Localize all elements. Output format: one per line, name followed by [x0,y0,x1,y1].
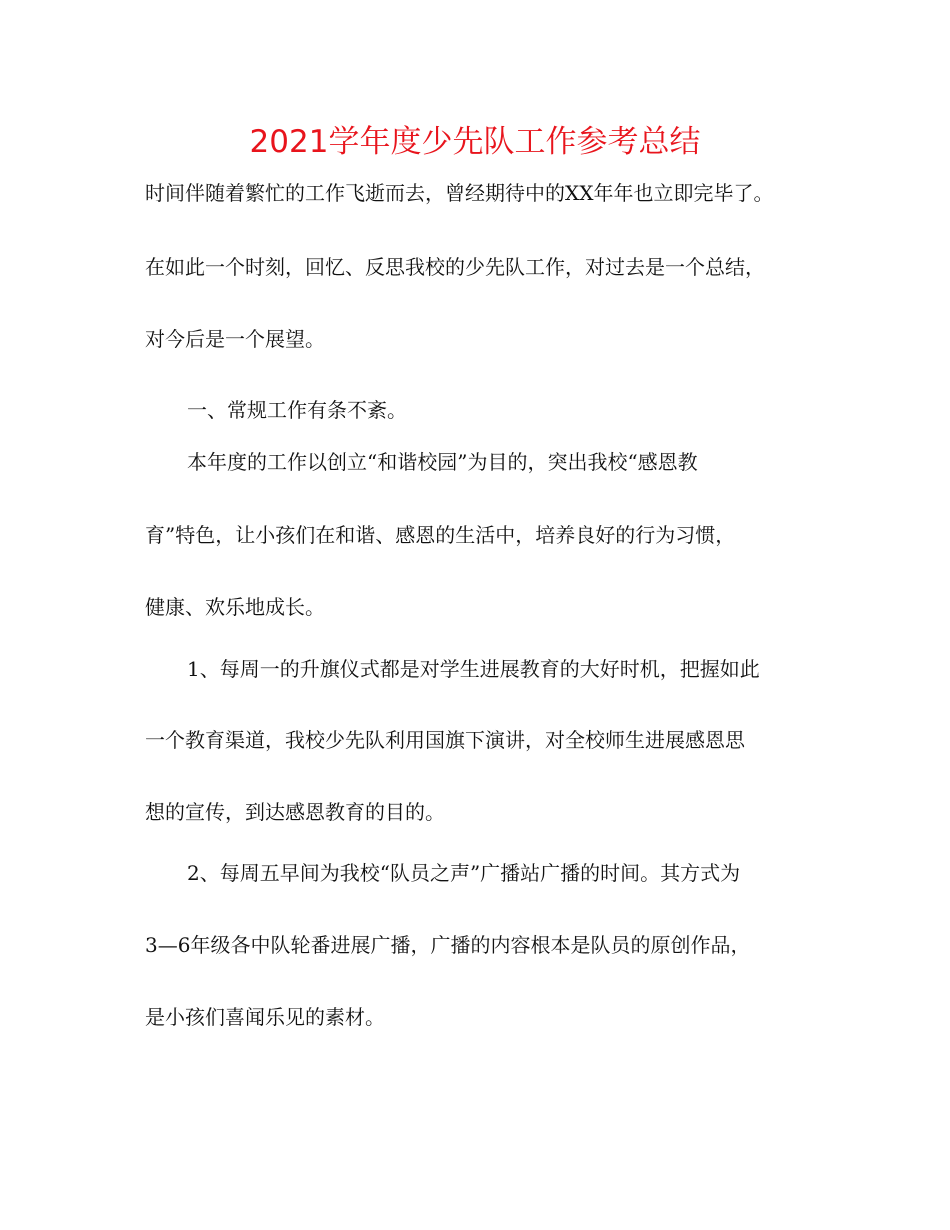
paragraph-line: 本年度的工作以创立“和谐校园”为目的，突出我校“感恩教 [187,450,698,474]
section-heading: 一、常规工作有条不紊。 [187,398,407,422]
paragraph-line: 一个教育渠道，我校少先队利用国旗下演讲，对全校师生进展感恩思 [145,728,745,752]
paragraph-line: 育”特色，让小孩们在和谐、感恩的生活中，培养良好的行为习惯， [145,523,736,547]
paragraph-line: 1、每周一的升旗仪式都是对学生进展教育的大好时机，把握如此 [187,657,760,681]
paragraph-line: 是小孩们喜闻乐见的素材。 [145,1005,385,1029]
paragraph-line: 时间伴随着繁忙的工作飞逝而去，曾经期待中的XX年年也立即完毕了。 [145,181,774,205]
paragraph-line: 健康、欢乐地成长。 [145,595,325,619]
paragraph-line: 想的宣传，到达感恩教育的目的。 [145,800,445,824]
paragraph-line: 3—6年级各中队轮番进展广播，广播的内容根本是队员的原创作品， [145,933,751,957]
paragraph-line: 在如此一个时刻，回忆、反思我校的少先队工作，对过去是一个总结， [145,255,765,279]
paragraph-line: 2、每周五早间为我校“队员之声”广播站广播的时间。其方式为 [187,861,741,885]
paragraph-line: 对今后是一个展望。 [145,327,325,351]
document-title: 2021学年度少先队工作参考总结 [249,124,701,160]
